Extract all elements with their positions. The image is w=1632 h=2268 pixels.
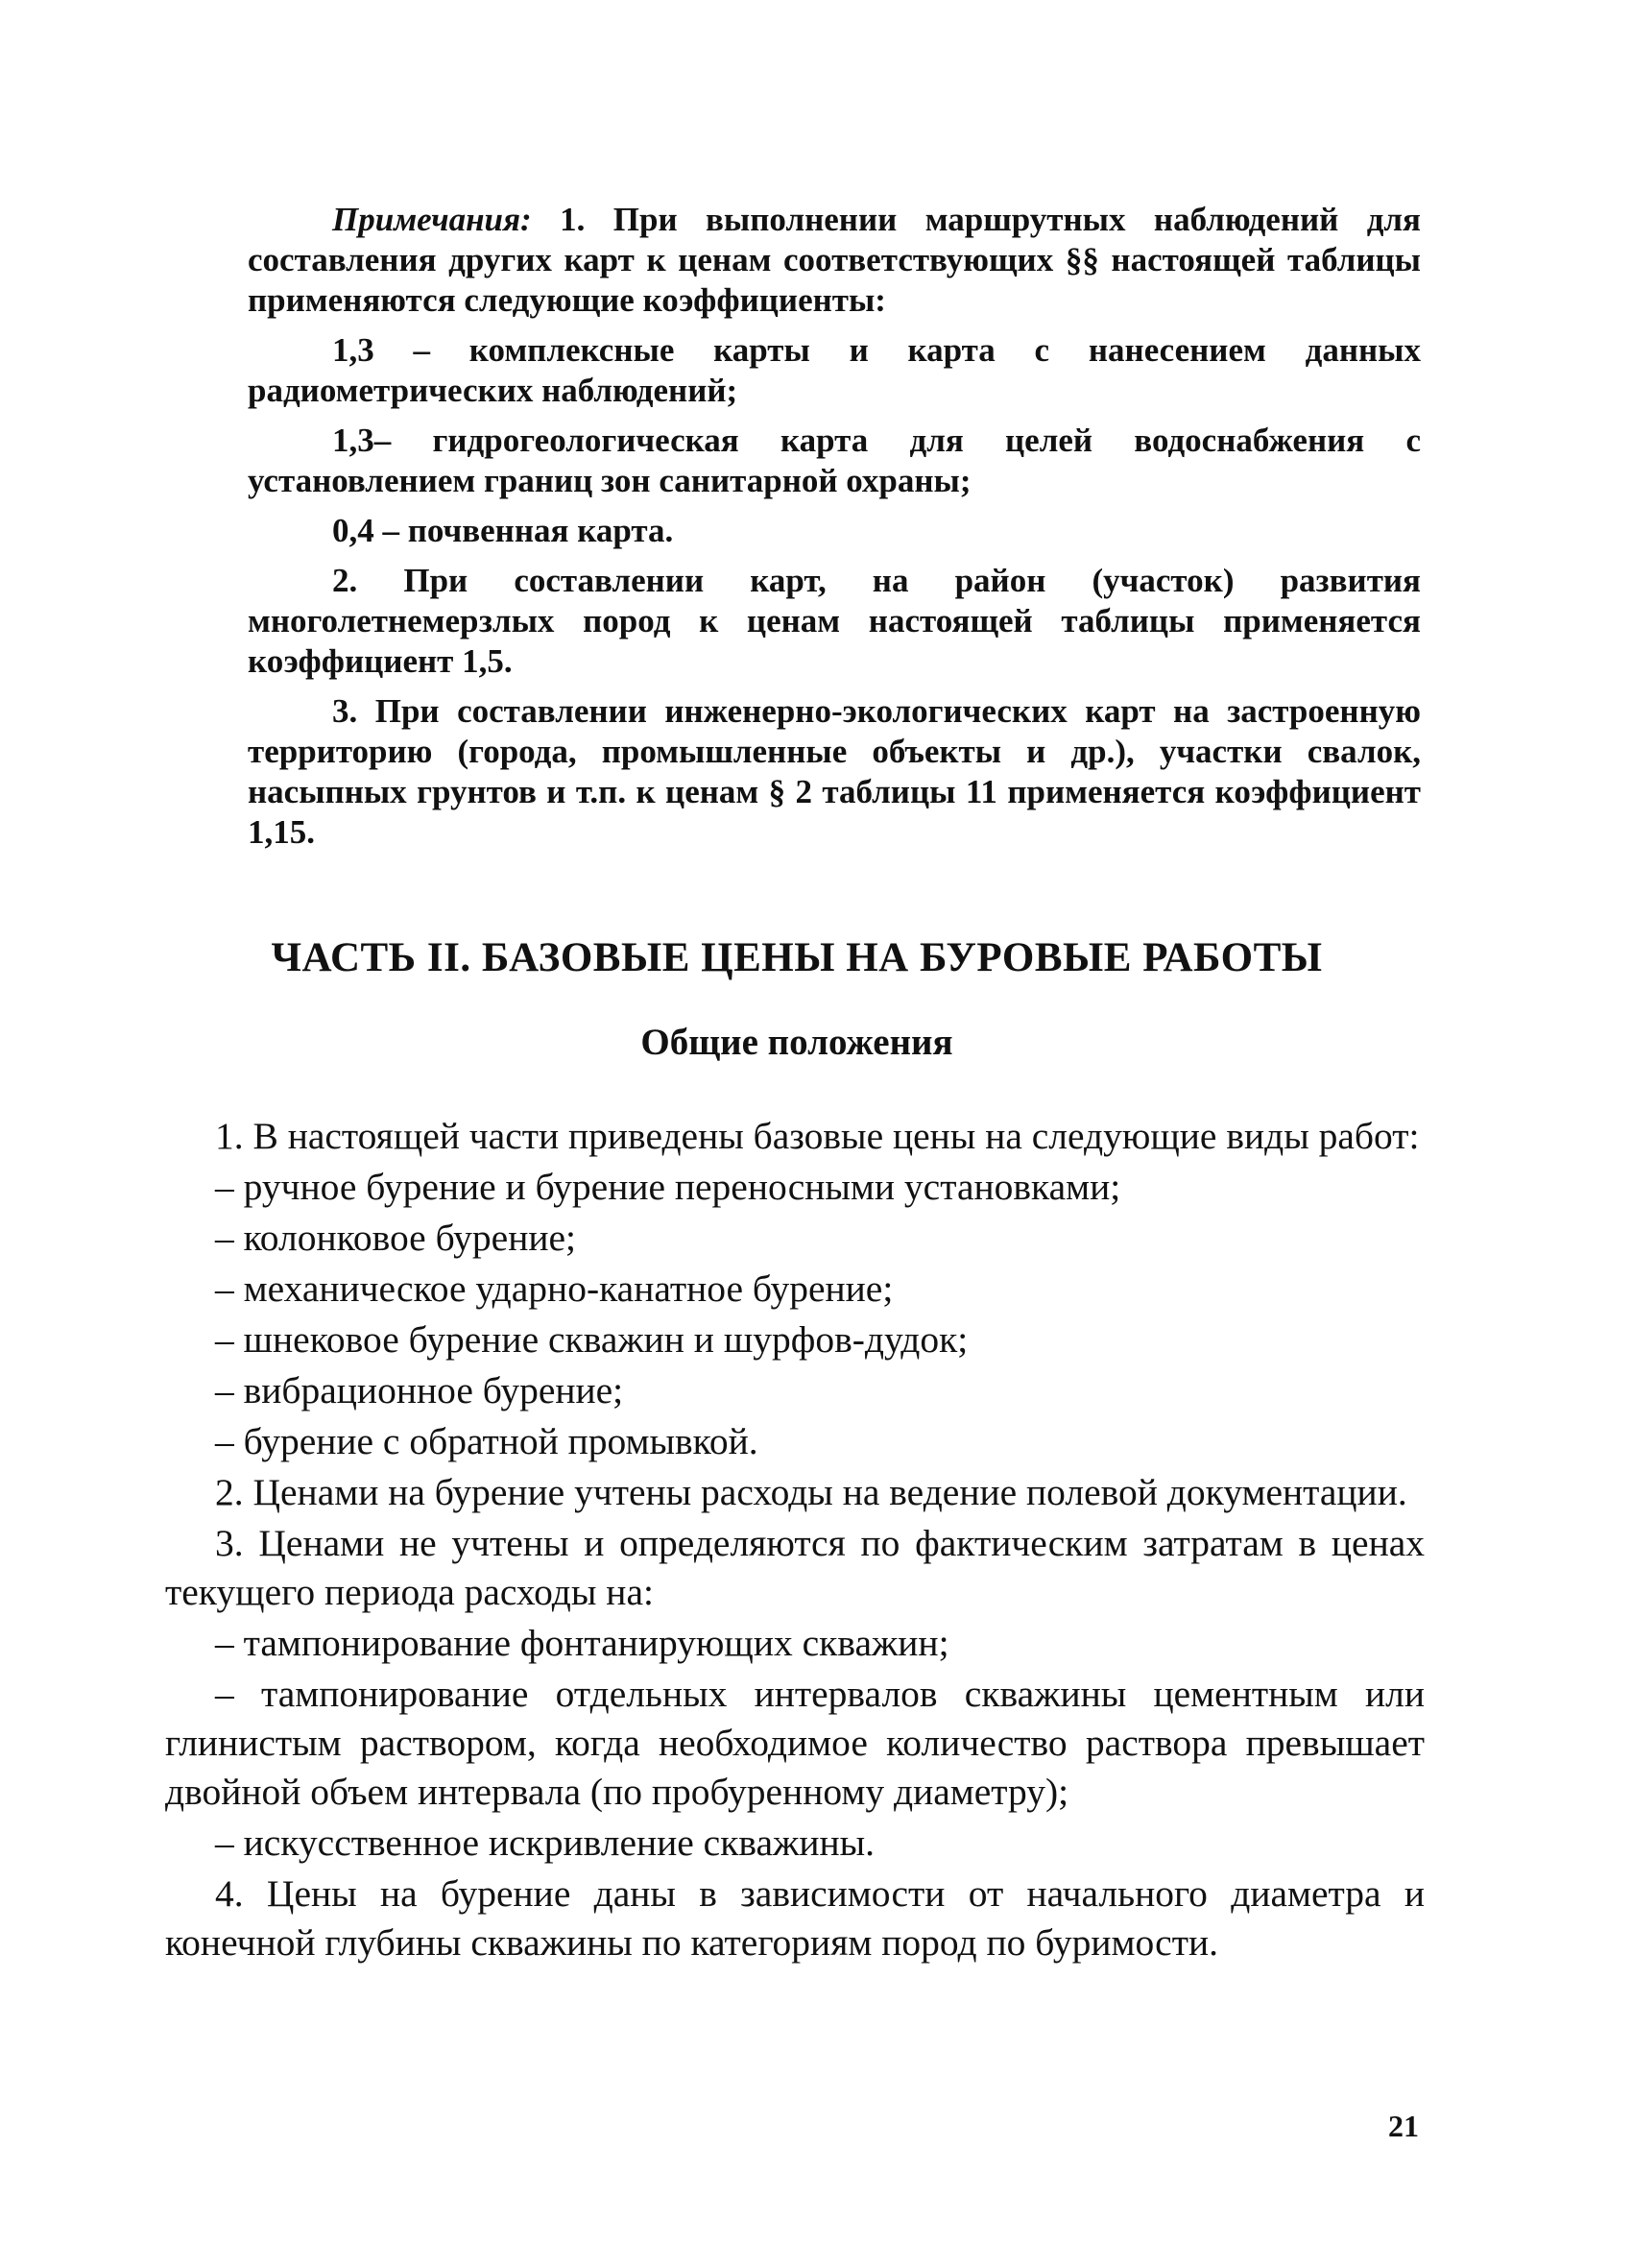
note-1	[248, 200, 1421, 321]
list-item: – вибрационное бурение;	[215, 1369, 624, 1411]
list-item: – искусственное искривление скважины.	[215, 1822, 876, 1864]
list-item: – тампонирование отдельных интервалов скважины цементным или глинистым раствором, когда необходимое количество раствора превышает двойной объем интервала (по пробуренному диаметру);	[165, 1673, 1425, 1813]
page-number: 21	[1388, 2109, 1419, 2143]
paragraph-3: 3. Ценами не учтены и определяются по фактическим затратам в ценах текущего периода расходы на:	[165, 1522, 1425, 1613]
note-1-item: 1,3– гидрогеологическая карта для целей водоснабжения с установлением границ зон санитарной охраны;	[248, 422, 1421, 499]
paragraph-2: 2. Ценами на бурение учтены расходы на ведение полевой документации.	[215, 1471, 1407, 1513]
notes-block	[248, 200, 1421, 862]
note-1-text: 1. При выполнении маршрутных наблюдений для составления других карт к ценам соответствующих §§ настоящей таблицы применяются следующие коэффициенты:	[248, 201, 1421, 319]
list-item: – механическое ударно-канатное бурение;	[215, 1267, 894, 1310]
paragraph-1: 1. В настоящей части приведены базовые цены на следующие виды работ:	[215, 1115, 1420, 1157]
notes-label: Примечания:	[332, 201, 532, 238]
note-2: 2. При составлении карт, на район (участок) развития многолетнемерзлых пород к ценам настоящей таблицы применяется коэффициент 1,5.	[248, 562, 1421, 680]
main-text	[165, 1112, 1425, 1969]
note-1-item: 0,4 – почвенная карта.	[332, 512, 674, 549]
part-heading: ЧАСТЬ II. БАЗОВЫЕ ЦЕНЫ НА БУРОВЫЕ РАБОТЫ	[271, 935, 1323, 980]
note-3: 3. При составлении инженерно-экологических карт на застроенную территорию (города, промышленные объекты и др.), участки свалок, насыпных грунтов и т.п. к ценам § 2 таблицы 11 применяется коэффициент 1,15.	[248, 692, 1421, 851]
list-item: – ручное бурение и бурение переносными установками;	[215, 1166, 1121, 1208]
note-1-item: 1,3 – комплексные карты и карта с нанесением данных радиометрических наблюдений;	[248, 331, 1421, 409]
section-heading: Общие положения	[640, 1022, 953, 1063]
list-item: – шнековое бурение скважин и шурфов-дудок;	[215, 1318, 969, 1361]
list-item: – колонковое бурение;	[215, 1217, 577, 1259]
list-item: – бурение с обратной промывкой.	[215, 1420, 758, 1462]
paragraph-4: 4. Цены на бурение даны в зависимости от начального диаметра и конечной глубины скважины по категориям пород по буримости.	[165, 1872, 1425, 1964]
list-item: – тампонирование фонтанирующих скважин;	[215, 1622, 949, 1664]
